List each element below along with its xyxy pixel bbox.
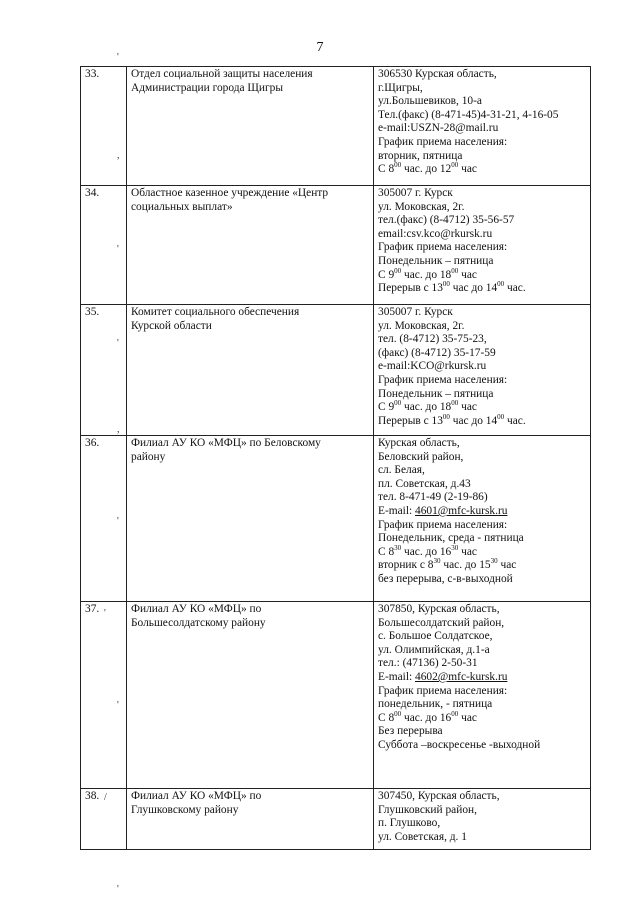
scan-mark: ' [117, 884, 119, 895]
hours-text: час [458, 268, 477, 281]
scan-mark: ' [117, 700, 119, 711]
institution-name [127, 436, 374, 602]
hours-text: С 9 [378, 268, 395, 281]
name-line: Отдел социальной защиты населения [131, 68, 313, 80]
info-line: Глушковский район, [378, 803, 477, 816]
hours-text: Перерыв с 13 [378, 282, 443, 295]
info-line: Понедельник – пятница [378, 254, 494, 267]
info-line: Большесолдатский район, [378, 616, 505, 629]
info-line: тел. 8-471-49 (2-19-86) [378, 491, 488, 504]
hours-text: С 9 [378, 401, 395, 414]
hours-text: С 8 [378, 163, 395, 176]
email-label: E-mail: [378, 504, 416, 517]
institution-name [127, 305, 374, 436]
hours-minutes: 00 [442, 280, 450, 289]
hours-minutes: 30 [433, 557, 441, 566]
name-line: Областное казенное учреждение «Центр [131, 187, 329, 199]
email-label: E-mail: [378, 670, 416, 683]
info-line: 306530 Курская область, [378, 68, 497, 80]
contact-info [374, 436, 591, 602]
hours-line [378, 266, 587, 283]
hours-text: С 8 [378, 545, 395, 558]
row-number: 37. [81, 602, 127, 789]
info-line: ул. Моковская, 2г. [378, 200, 465, 213]
info-line: ул. Олимпийская, д.1-а [378, 643, 490, 656]
email-line [378, 505, 587, 519]
scan-mark: ' [117, 244, 119, 255]
institution-name [127, 789, 374, 850]
hours-minutes: 00 [451, 266, 459, 275]
row-number: 33. [81, 67, 127, 186]
hours-text: вторник с 8 [378, 559, 434, 572]
row-number: 38. [81, 789, 127, 850]
hours-line [378, 543, 587, 560]
name-line: району [131, 450, 166, 463]
info-line: График приема населения: [378, 241, 508, 254]
table-row [81, 602, 591, 789]
info-line: без перерыва, с-в-выходной [378, 572, 513, 585]
institution-name [127, 602, 374, 789]
info-line: 305007 г. Курск [378, 306, 453, 318]
hours-minutes: 00 [451, 709, 459, 718]
info-line: График приема населения: [378, 135, 508, 148]
hours-minutes: 00 [451, 161, 459, 170]
contact-info [374, 186, 591, 305]
hours-text: час [497, 559, 517, 572]
hours-minutes: 00 [394, 399, 402, 408]
hours-text: С 8 [378, 711, 395, 724]
hours-minutes: 30 [394, 543, 402, 552]
name-line: Курской области [131, 319, 212, 332]
info-line: ул. Советская, д. 1 [378, 830, 467, 843]
info-line: (факс) (8-4712) 35-17-59 [378, 346, 496, 359]
scan-mark: ' [117, 52, 119, 63]
hours-text: час [458, 711, 477, 724]
info-line: График приема населения: [378, 373, 508, 386]
info-line: Понедельник, среда - пятница [378, 532, 524, 545]
hours-minutes: 30 [451, 543, 459, 552]
info-line: 307850, Курская область, [378, 603, 500, 615]
name-line: Большесолдатскому району [131, 616, 266, 629]
hours-text: час. до 18 [401, 401, 452, 414]
email-text: email:csv.kco@rkursk.ru [378, 227, 493, 240]
hours-text: Перерыв с 13 [378, 414, 443, 427]
hours-text: час. [504, 414, 526, 427]
hours-text: час [458, 545, 477, 558]
info-line: г.Щигры, [378, 81, 423, 94]
name-line: социальных выплат» [131, 200, 233, 213]
table-row [81, 67, 591, 186]
hours-minutes: 30 [490, 557, 498, 566]
scan-mark: ' [117, 516, 119, 527]
name-line: Глушковскому району [131, 803, 239, 816]
info-line: 307450, Курская область, [378, 790, 500, 802]
contact-info [374, 602, 591, 789]
hours-text: час. до 12 [401, 163, 452, 176]
hours-minutes: 00 [394, 161, 402, 170]
hours-line [378, 401, 587, 415]
hours-line [378, 163, 587, 177]
row-number: 34. [81, 186, 127, 305]
table-row [81, 789, 591, 850]
hours-text: час. до 16 [401, 711, 452, 724]
page-number: 7 [316, 40, 324, 55]
hours-minutes: 00 [394, 266, 402, 275]
row-number: 36. [81, 436, 127, 602]
break-line [378, 412, 587, 429]
hours-text: час до 14 [449, 414, 498, 427]
info-line: 305007 г. Курск [378, 187, 453, 199]
table-row [81, 305, 591, 436]
info-line: пл. Советская, д.43 [378, 477, 471, 490]
table-row [81, 436, 591, 602]
hours-minutes: 00 [497, 412, 505, 421]
email-line [378, 671, 587, 685]
info-line: ул. Моковская, 2г. [378, 319, 465, 332]
email-link[interactable]: 4602@mfc-kursk.ru [415, 670, 508, 683]
hours-text: час [458, 401, 477, 414]
row-number: 35. [81, 305, 127, 436]
institution-name [127, 67, 374, 186]
hours-text: час. до 16 [401, 545, 452, 558]
info-line: Понедельник – пятница [378, 387, 494, 400]
scan-mark: / [104, 792, 107, 803]
info-line: сл. Белая, [378, 464, 425, 477]
email-text: e-mail:KCO@rkursk.ru [378, 360, 487, 373]
institutions-table [80, 66, 591, 850]
contact-info [374, 305, 591, 436]
info-line: понедельник, - пятница [378, 698, 493, 711]
hours-text: час [458, 163, 477, 176]
name-line: Филиал АУ КО «МФЦ» по [131, 790, 262, 802]
hours-minutes: 00 [497, 280, 505, 289]
hours-minutes: 00 [442, 412, 450, 421]
hours-text: час. до 15 [440, 559, 491, 572]
scan-mark: , [117, 150, 120, 161]
info-line: График приема населения: [378, 518, 508, 531]
email-text: e-mail:USZN-28@mail.ru [378, 122, 499, 135]
name-line: Филиал АУ КО «МФЦ» по [131, 603, 262, 615]
hours-minutes: 00 [451, 399, 459, 408]
info-line: вторник, пятница [378, 149, 463, 162]
info-line: Суббота –воскресенье -выходной [378, 738, 541, 751]
scan-mark: ' [117, 338, 119, 349]
scan-mark: ' [104, 608, 106, 619]
hours-minutes: 00 [394, 709, 402, 718]
hours-text: час до 14 [449, 282, 498, 295]
info-line: Без перерыва [378, 725, 443, 738]
info-line: ул.Большевиков, 10-а [378, 95, 482, 108]
scan-mark: , [117, 424, 120, 435]
info-line: тел. (8-4712) 35-75-23, [378, 333, 487, 346]
hours-line [378, 559, 587, 573]
info-line: График приема населения: [378, 684, 508, 697]
info-line: тел.: (47136) 2-50-31 [378, 657, 478, 670]
info-line: Беловский район, [378, 450, 464, 463]
institution-name [127, 186, 374, 305]
email-link[interactable]: 4601@mfc-kursk.ru [415, 504, 508, 517]
info-line: Курская область, [378, 437, 460, 449]
name-line: Филиал АУ КО «МФЦ» по Беловскому [131, 437, 321, 449]
contact-info [374, 789, 591, 850]
name-line: Администрации города Щигры [131, 81, 284, 94]
table-row [81, 186, 591, 305]
contact-info [374, 67, 591, 186]
hours-text: час. [504, 282, 526, 295]
hours-line [378, 709, 587, 726]
hours-text: час. до 18 [401, 268, 452, 281]
info-line: п. Глушково, [378, 817, 441, 830]
info-line: с. Большое Солдатское, [378, 630, 493, 643]
name-line: Комитет социального обеспечения [131, 306, 300, 318]
info-line: Тел.(факс) (8-471-45)4-31-21, 4-16-05 [378, 108, 559, 121]
info-line: тел.(факс) (8-4712) 35-56-57 [378, 214, 515, 227]
break-line [378, 282, 587, 296]
